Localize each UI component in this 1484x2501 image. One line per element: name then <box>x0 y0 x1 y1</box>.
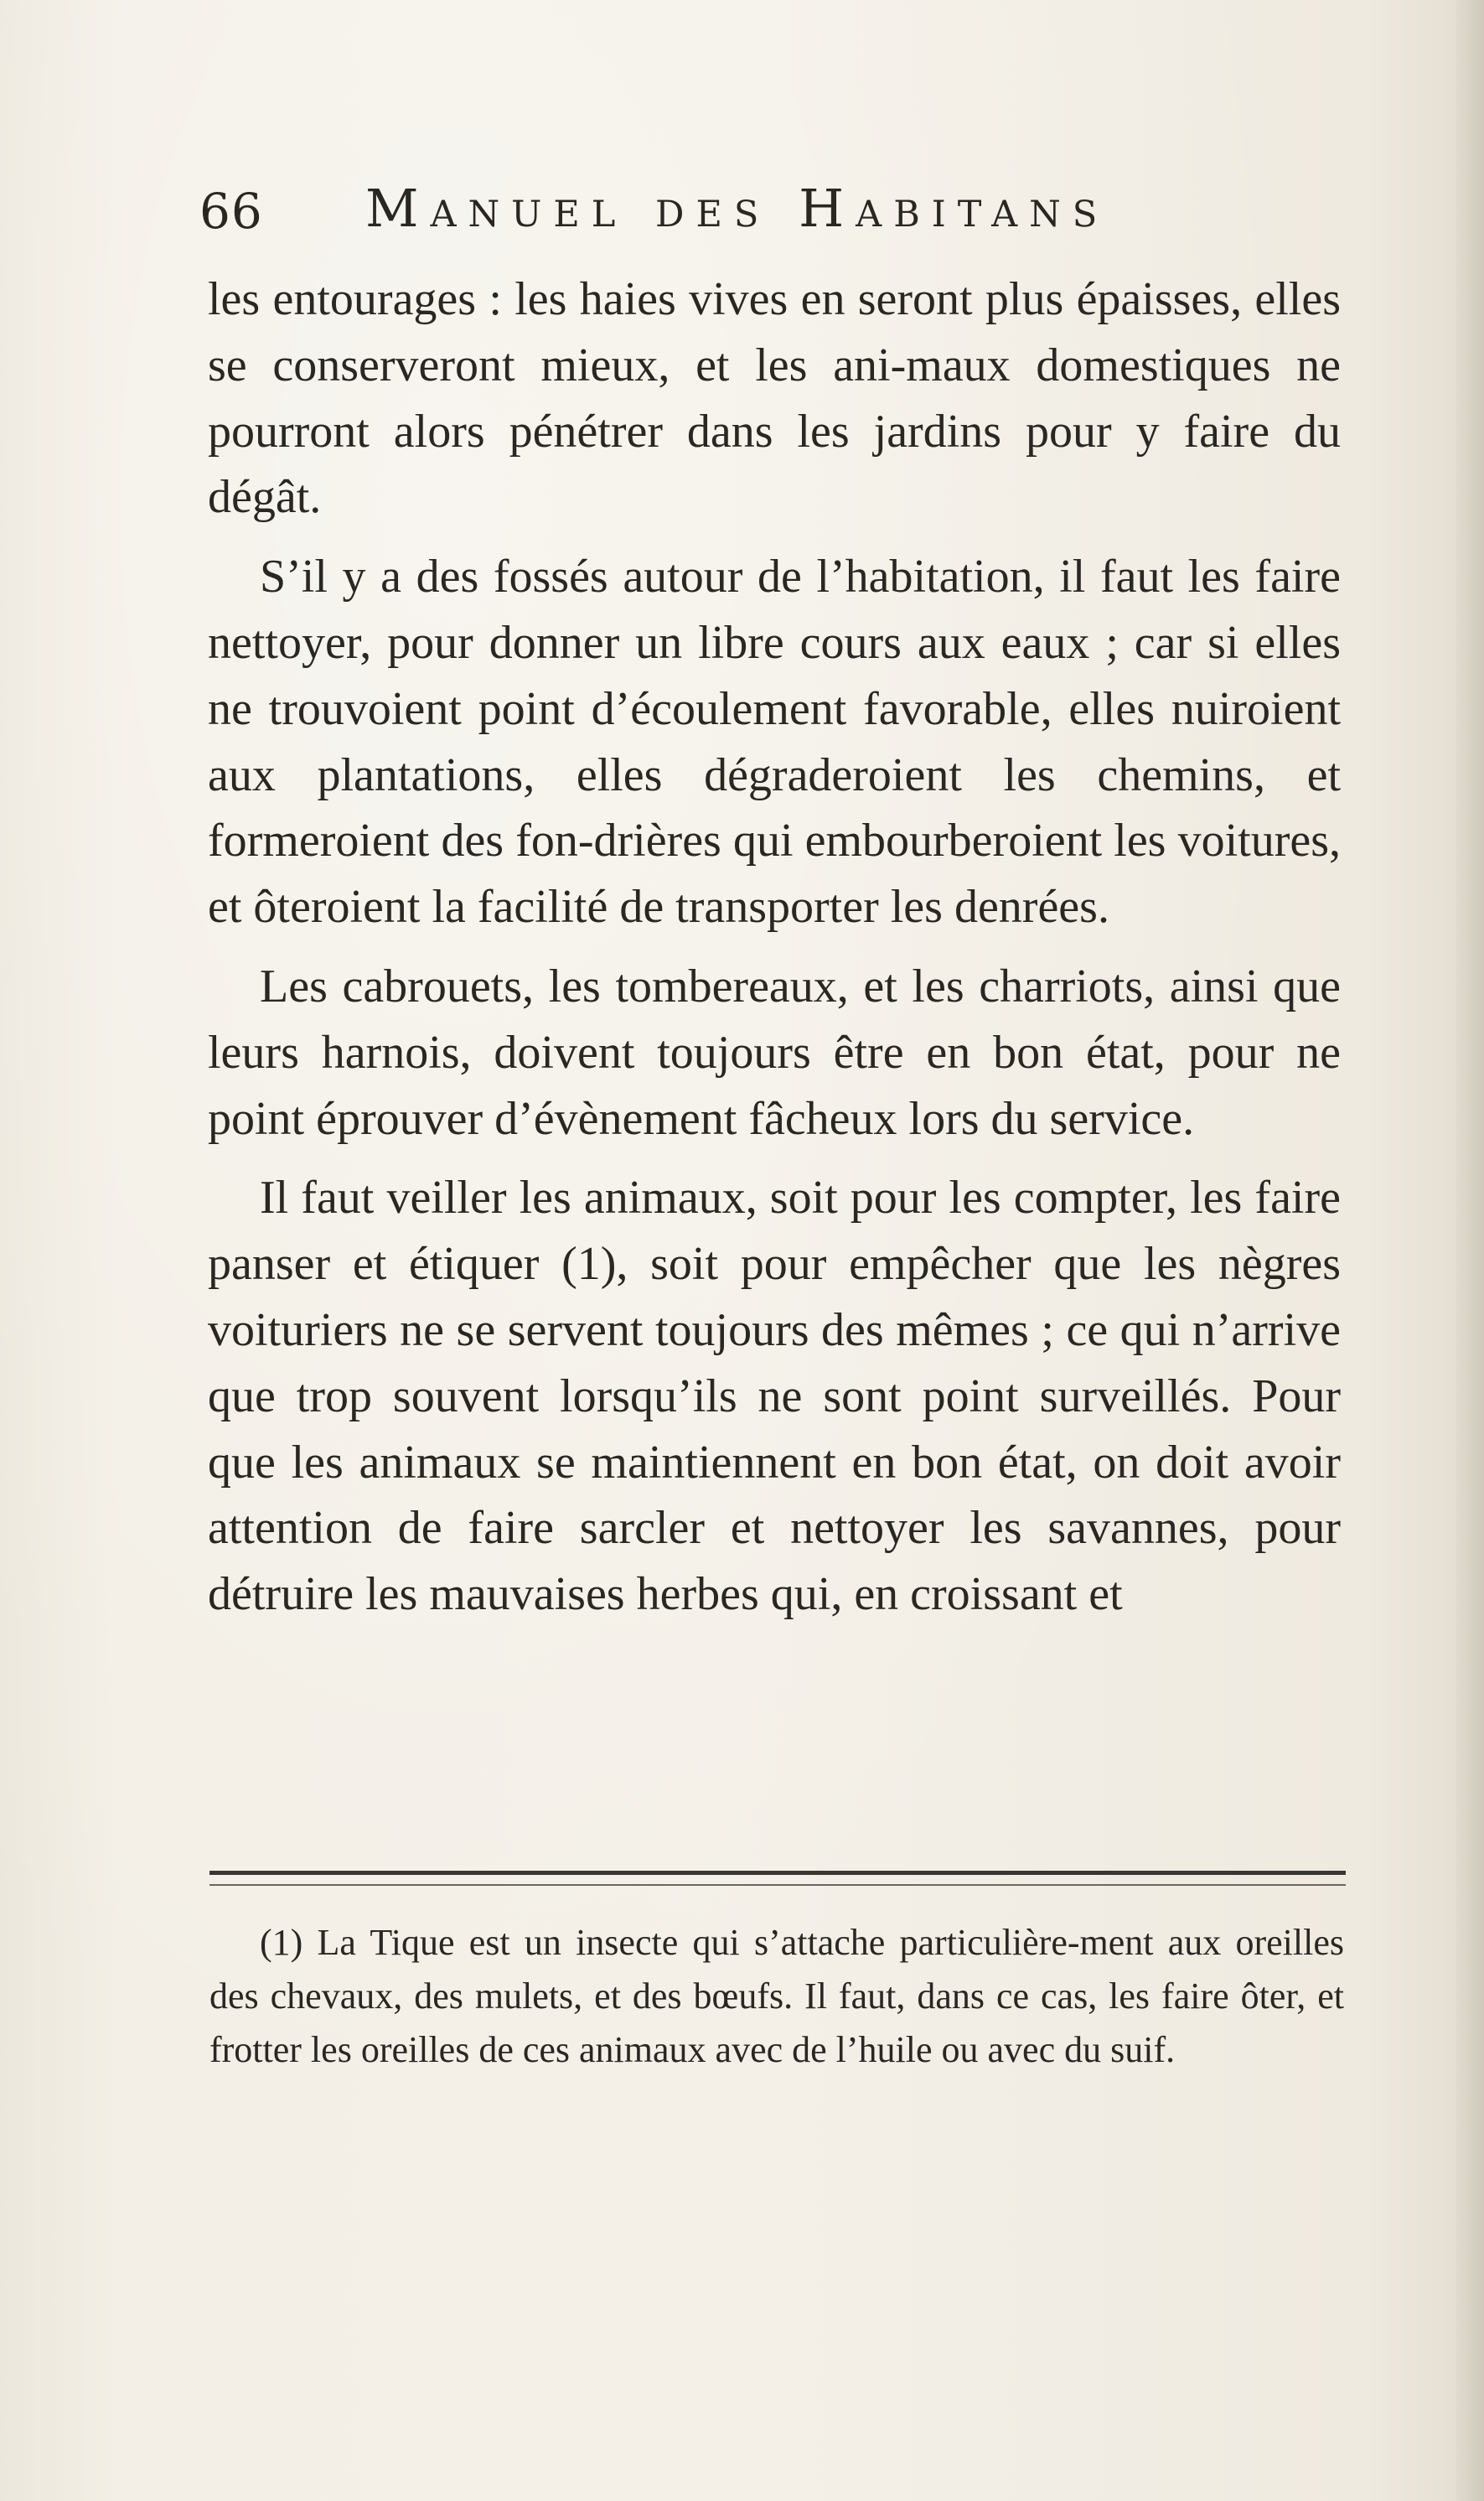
footnote-rule-thin <box>209 1884 1346 1886</box>
body-text <box>208 267 1341 1641</box>
footnote: (1) La Tique est un insecte qui s’attache particulière-ment aux oreilles des chevaux, des mulets, et des bœufs. Il faut, dans ce cas, les faire ôter, et frotter les oreilles de ces animaux avec de l’huile ou avec du suif. <box>209 1922 1344 2070</box>
paragraph-ditches: S’il y a des fossés autour de l’habitation, il faut les faire nettoyer, pour donner un libre cours aux eaux ; car si elles ne trouvoient point d’écoulement favorable, elles nuiroient aux plantations, elles dégraderoient les chemins, et formeroient des fon-drières qui embourberoient les voitures, et ôteroient la facilité de transporter les denrées. <box>208 551 1341 934</box>
paragraph-continued: les entourages : les haies vives en seront plus épaisses, elles se conserveront mieux, et les ani-maux domestiques ne pourront alors pénétrer dans les jardins pour y faire du dégât. <box>208 273 1341 524</box>
running-head <box>199 174 1188 250</box>
page-number: 66 <box>199 183 263 240</box>
footnote-rule <box>209 1871 1346 1875</box>
running-title: Manuel des Habitans <box>365 178 1109 239</box>
page-edge-shadow <box>1450 0 1484 2501</box>
paragraph-animals: Il faut veiller les animaux, soit pour les compter, les faire panser et étiquer (1), soit pour empêcher que les nègres voituriers ne se servent toujours des mêmes ; ce qui n’arrive que trop souvent lorsqu’ils ne sont point surveillés. Pour que les animaux se maintiennent en bon état, on doit avoir attention de faire sarcler et nettoyer les savannes, pour détruire les mauvaises herbes qui, en croissant et <box>208 1172 1341 1621</box>
paragraph-carts: Les cabrouets, les tombereaux, et les charriots, ainsi que leurs harnois, doivent toujours être en bon état, pour ne point éprouver d’évènement fâcheux lors du service. <box>208 960 1341 1145</box>
